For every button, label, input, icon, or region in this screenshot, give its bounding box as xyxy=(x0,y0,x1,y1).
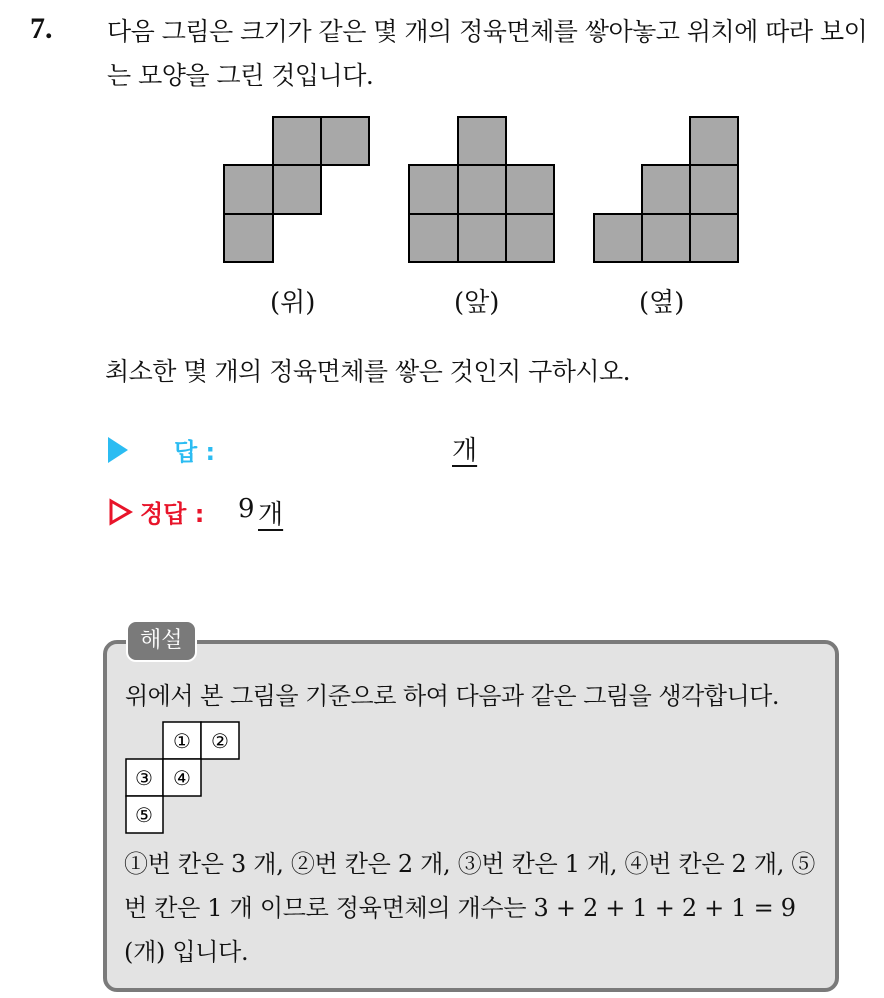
explanation-line-2: ①번 칸은 3 개, ②번 칸은 2 개, ③번 칸은 1 개, ④번 칸은 2 개, ⑤번 칸은 1 개 이므로 정육면체의 개수는 3 + 2 + 1 + 2 + 1 = 9 (개) 입니다. xyxy=(124,850,816,966)
front-view-square xyxy=(409,165,458,214)
grid-cell-3: ③ xyxy=(135,766,153,790)
top-view-label: (위) xyxy=(270,288,316,318)
explanation-tag: 해설 xyxy=(126,620,197,662)
front-view-square xyxy=(458,117,506,165)
grid-cell-1: ① xyxy=(173,729,191,753)
side-view-square xyxy=(690,165,738,214)
top-view-square xyxy=(321,117,369,165)
top-view-square xyxy=(273,117,321,165)
grid-cell-5: ⑤ xyxy=(135,803,153,827)
explanation-line-1: 위에서 본 그림을 기준으로 하여 다음과 같은 그림을 생각합니다. xyxy=(125,682,779,710)
question-number: 7. xyxy=(30,12,53,45)
front-view-square xyxy=(458,214,506,262)
front-view-square xyxy=(506,214,554,262)
outline-triangle-icon xyxy=(108,498,134,526)
grid-cell-4: ④ xyxy=(173,766,191,790)
side-view-square xyxy=(690,214,738,262)
front-view-square xyxy=(506,165,554,214)
numbered-grid xyxy=(124,720,244,838)
correct-unit: 개 xyxy=(258,500,284,530)
top-view-square xyxy=(273,165,321,214)
front-view-square xyxy=(458,165,506,214)
correct-value: 9 xyxy=(238,494,255,524)
front-view-square xyxy=(409,214,458,262)
play-triangle-icon xyxy=(108,437,128,463)
question-text: 다음 그림은 크기가 같은 몇 개의 정육면체를 쌓아놓고 위치에 따라 보이는 모양을 그린 것입니다. xyxy=(107,17,868,90)
front-view-label: (앞) xyxy=(454,288,500,318)
answer-row xyxy=(108,430,216,470)
sub-question: 최소한 몇 개의 정육면체를 쌓은 것인지 구하시오. xyxy=(105,357,631,386)
side-view-square xyxy=(690,117,738,165)
view-drawings xyxy=(0,110,884,270)
side-view-square xyxy=(594,214,642,262)
answer-unit: 개 xyxy=(452,436,478,466)
answer-label: 답 : xyxy=(174,438,216,466)
side-view-label: (옆) xyxy=(639,288,685,318)
side-view-square xyxy=(642,214,690,262)
top-view-square xyxy=(224,214,273,262)
grid-cell-2: ② xyxy=(211,729,229,753)
side-view-square xyxy=(642,165,690,214)
correct-label: 정답 : xyxy=(140,500,205,528)
top-view-square xyxy=(224,165,273,214)
